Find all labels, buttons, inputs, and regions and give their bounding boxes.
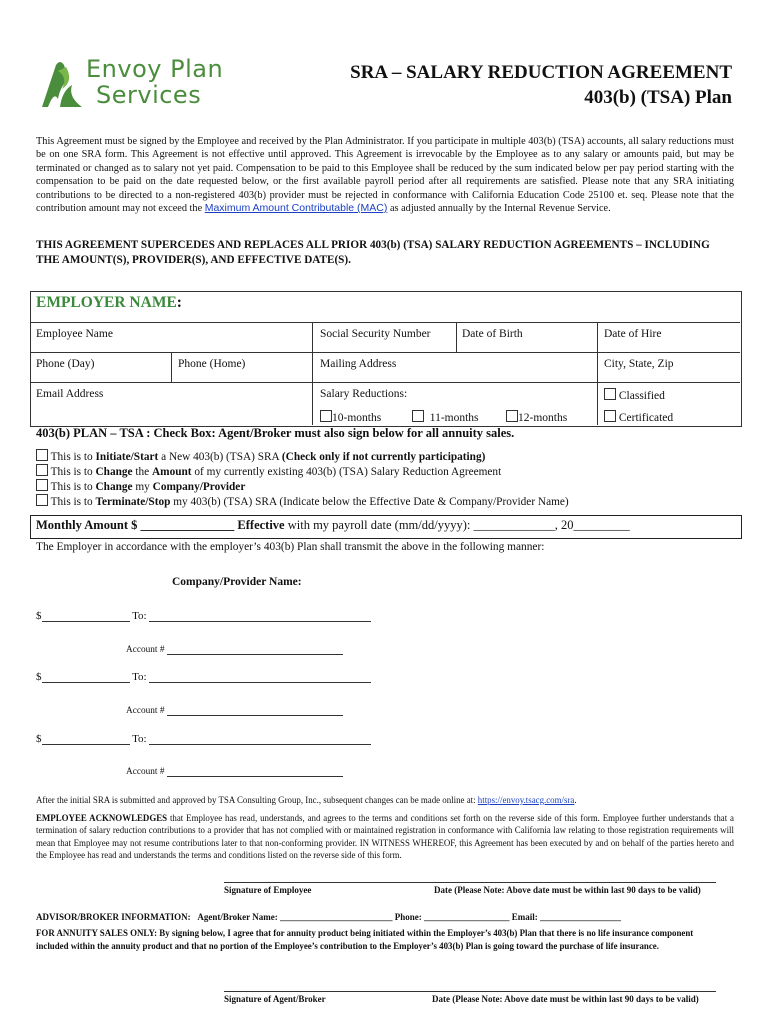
date-note: Date (Please Note: Above date must be within last 90 days to be valid) bbox=[434, 885, 701, 895]
ssn-field[interactable]: Social Security Number bbox=[320, 328, 431, 340]
checkbox[interactable] bbox=[36, 479, 48, 491]
agent-email-field[interactable]: Email: __________________ bbox=[511, 912, 621, 922]
checkbox[interactable] bbox=[36, 494, 48, 506]
checkbox[interactable] bbox=[36, 464, 48, 476]
provider-row-3[interactable]: $ To: bbox=[36, 733, 371, 745]
divider bbox=[31, 352, 740, 353]
checkbox[interactable] bbox=[412, 410, 424, 422]
initiate-option[interactable]: This is to Initiate/Start a New 403(b) (TSA) SRA (Check only if not currently participating) bbox=[36, 449, 485, 463]
title-line1: SRA – SALARY REDUCTION AGREEMENT bbox=[350, 62, 732, 83]
divider bbox=[31, 322, 740, 323]
page-title bbox=[350, 60, 732, 110]
city-state-zip-field[interactable]: City, State, Zip bbox=[604, 358, 674, 370]
months-11-option[interactable]: 11-months bbox=[412, 410, 479, 424]
plan-heading: 403(b) PLAN – TSA : Check Box: Agent/Broker must also sign below for all annuity sales. bbox=[36, 426, 515, 440]
checkbox[interactable] bbox=[36, 449, 48, 461]
logo-line2: Services bbox=[96, 81, 202, 109]
mailing-address-field[interactable]: Mailing Address bbox=[320, 358, 397, 370]
provider-row-1[interactable]: $ To: bbox=[36, 610, 371, 622]
agent-phone-field[interactable]: Phone: ___________________ bbox=[394, 912, 510, 922]
phone-home-field[interactable]: Phone (Home) bbox=[178, 358, 246, 370]
date-note-2: Date (Please Note: Above date must be within last 90 days to be valid) bbox=[432, 994, 699, 1004]
annuity-statement: FOR ANNUITY SALES ONLY: By signing below, I agree that for annuity product being initiated within the Employer’s 403(b) Plan that there is no life insurance component included within the annuity product and that no portion of the Employee’s contribution to the Employer’s 403(b) Plan is going toward the purchase of life insurance. bbox=[36, 928, 694, 951]
checkbox[interactable] bbox=[604, 410, 616, 422]
phone-day-field[interactable]: Phone (Day) bbox=[36, 358, 95, 370]
divider bbox=[597, 322, 598, 425]
transmit-text: The Employer in accordance with the employer’s 403(b) Plan shall transmit the above in the following manner: bbox=[36, 541, 545, 553]
divider bbox=[31, 382, 740, 383]
divider bbox=[171, 352, 172, 382]
intro-tail: as adjusted annually by the Internal Revenue Service. bbox=[387, 203, 611, 215]
months-12-option[interactable]: 12-months bbox=[506, 410, 567, 424]
employee-signature-label: Signature of Employee bbox=[224, 885, 312, 895]
supersede-notice: THIS AGREEMENT SUPERCEDES AND REPLACES ALL PRIOR 403(b) (TSA) SALARY REDUCTION AGREEMENTS – INCLUDING THE AMOUNT(S), PROVIDER(S), AND EFFECTIVE DATE(S). bbox=[36, 239, 710, 266]
agent-name-field[interactable]: Agent/Broker Name: _________________________ bbox=[197, 912, 393, 922]
sra-online-link[interactable]: https://envoy.tsacg.com/sra bbox=[477, 795, 575, 805]
change-provider-option[interactable]: This is to Change my Company/Provider bbox=[36, 479, 245, 493]
checkbox[interactable] bbox=[604, 388, 616, 400]
checkbox[interactable] bbox=[506, 410, 518, 422]
account-field-3[interactable]: Account # bbox=[126, 767, 343, 777]
agent-signature-line[interactable] bbox=[224, 991, 716, 992]
checkbox[interactable] bbox=[320, 410, 332, 422]
employee-name-field[interactable]: Employee Name bbox=[36, 328, 113, 340]
agent-signature-label: Signature of Agent/Broker bbox=[224, 994, 326, 1004]
months-10-option[interactable]: 10-months bbox=[320, 410, 381, 424]
leaf-logo-icon bbox=[38, 57, 84, 109]
after-sra-text: After the initial SRA is submitted and approved by TSA Consulting Group, Inc., subsequent changes can be made online at: https://envoy.tsacg.com/sra. bbox=[36, 795, 577, 805]
provider-heading: Company/Provider Name: bbox=[172, 576, 302, 588]
mac-link[interactable]: Maximum Amount Contributable (MAC) bbox=[204, 202, 388, 215]
change-amount-option[interactable]: This is to Change the Amount of my currently existing 403(b) (TSA) Salary Reduction Agreement bbox=[36, 464, 501, 478]
intro-paragraph bbox=[36, 135, 734, 215]
classified-option[interactable]: Classified bbox=[604, 388, 665, 402]
acknowledgement-paragraph: EMPLOYEE ACKNOWLEDGES that Employee has read, understands, and agrees to the terms and conditions set forth on the reverse side of this form. Employee further understands that a termination of salary reduction contributions to a provider that has not complied with or maintained registration in conformance with California law relating to those registration requirements will mean that Employee may not resume contributions later to that non-conforming provider. IN WITNESS WHEREOF, this Agreement has been executed by and on behalf of the parties hereto and the Employee has read and understands the terms and conditions listed on the reverse side of this form. bbox=[36, 813, 734, 860]
employer-name-label: EMPLOYER NAME: bbox=[36, 294, 182, 311]
terminate-option[interactable]: This is to Terminate/Stop my 403(b) (TSA) SRA (Indicate below the Effective Date & Company/Provider Name) bbox=[36, 494, 569, 508]
account-field-1[interactable]: Account # bbox=[126, 645, 343, 655]
company-logo bbox=[38, 55, 238, 111]
logo-line1: Envoy Plan bbox=[86, 55, 224, 83]
title-line2: 403(b) (TSA) Plan bbox=[584, 87, 732, 108]
email-field[interactable]: Email Address bbox=[36, 388, 104, 400]
salary-reductions-label: Salary Reductions: bbox=[320, 388, 408, 400]
certificated-option[interactable]: Certificated bbox=[604, 410, 673, 424]
dob-field[interactable]: Date of Birth bbox=[462, 328, 523, 340]
divider bbox=[312, 322, 313, 425]
employee-signature-line[interactable] bbox=[224, 882, 716, 883]
intro-text: This Agreement must be signed by the Employee and received by the Plan Administrator. If you participate in multiple 403(b) (TSA) accounts, all salary reductions must be on one SRA form. This Agreement is not effective until approved. This Agreement is irrevocable by the Employee as to any salary or amounts paid, but may be terminated or changed as to salary not yet paid. Compensation to be paid to this Employee shall be reduced by the sum indicated below per pay period starting with the compensation to be paid on the date requested below, or the first available payroll period after all requirements are satisfied. Please note that any SRA initiating contributions to be directed to a non-registered 403(b) provider must be rejected in conformance with California Education Code 25100 et. seq. Please note that the contribution amount may not exceed the bbox=[36, 136, 734, 215]
provider-row-2[interactable]: $ To: bbox=[36, 671, 371, 683]
monthly-amount-field[interactable]: Monthly Amount $ _______________ Effective with my payroll date (mm/dd/yyyy): _____________, 20_________ bbox=[36, 518, 630, 532]
advisor-info-row: ADVISOR/BROKER INFORMATION: Agent/Broker Name: _________________________ Phone: ___________________ Email: __________________ bbox=[36, 912, 621, 922]
account-field-2[interactable]: Account # bbox=[126, 706, 343, 716]
hire-date-field[interactable]: Date of Hire bbox=[604, 328, 662, 340]
divider bbox=[456, 322, 457, 352]
